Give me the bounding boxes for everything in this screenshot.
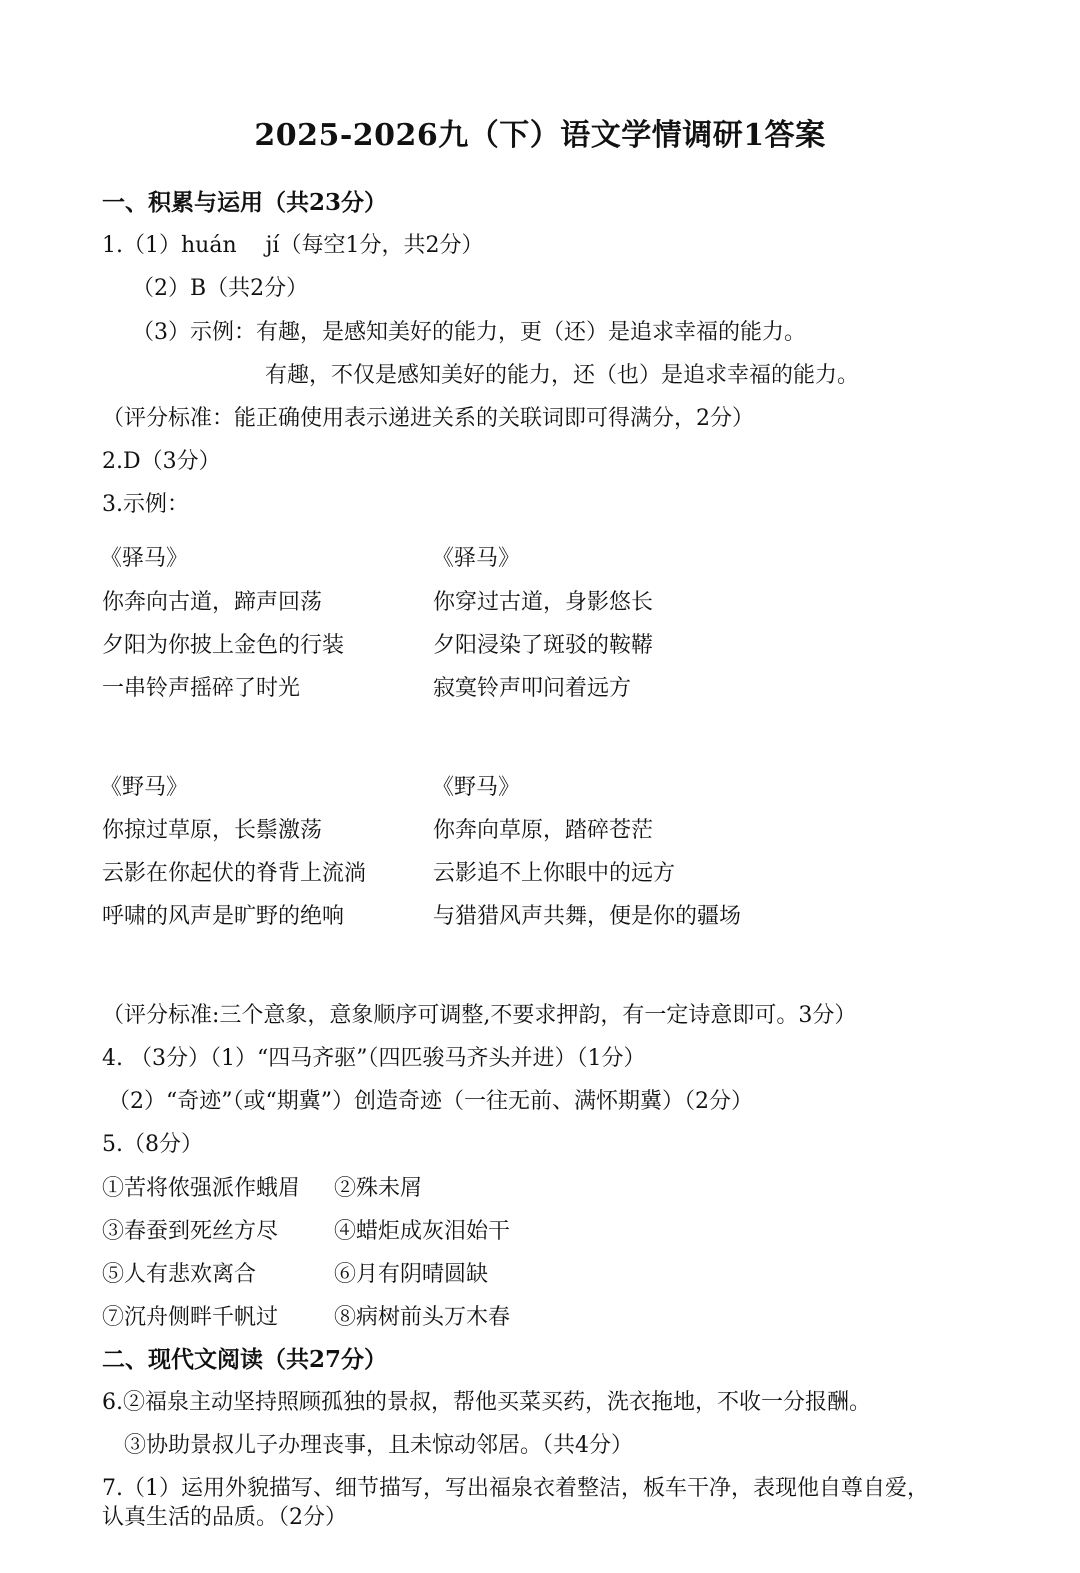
- answer-q5-item: ⑥月有阴晴圆缺: [334, 1262, 489, 1287]
- answer-q2: 2.D（3分）: [102, 449, 221, 474]
- answer-q5-label: 5.（8分）: [102, 1132, 203, 1157]
- answer-q5-item: ④蜡炬成灰泪始干: [334, 1219, 511, 1244]
- section-2-heading: 二、现代文阅读（共27分）: [102, 1346, 388, 1373]
- answer-q1-3-example-1: （3）示例：有趣，是感知美好的能力，更（还）是追求幸福的能力。: [132, 320, 806, 345]
- poem-line: 你奔向古道，蹄声回荡: [102, 590, 323, 615]
- poem-title: 《驿马》: [432, 546, 521, 571]
- answer-q1-scoring: （评分标准：能正确使用表示递进关系的关联词即可得满分，2分）: [102, 406, 754, 431]
- section-1-heading: 一、积累与运用（共23分）: [102, 189, 388, 216]
- poem-line: 云影在你起伏的脊背上流淌: [102, 861, 367, 886]
- poem-title: 《驿马》: [100, 546, 189, 571]
- poem-line: 寂寞铃声叩问着远方: [433, 676, 632, 701]
- answer-q5-item: ②殊未屑: [334, 1176, 423, 1201]
- answer-q7-line-2: 认真生活的品质。（2分）: [102, 1505, 347, 1530]
- poem-line: 云影追不上你眼中的远方: [433, 861, 676, 886]
- poem-line: 与猎猎风声共舞，便是你的疆场: [433, 904, 742, 929]
- answer-q7-line-1: 7.（1）运用外貌描写、细节描写，写出福泉衣着整洁，板车干净，表现他自尊自爱，: [102, 1476, 929, 1501]
- answer-q4-1: 4. （3分）（1）“四马齐驱”（四匹骏马齐头并进）（1分）: [102, 1046, 646, 1071]
- answer-q3-label: 3.示例：: [102, 492, 189, 517]
- poem-line: 你掠过草原，长鬃激荡: [102, 818, 323, 843]
- answer-q1-3-example-2: 有趣，不仅是感知美好的能力，还（也）是追求幸福的能力。: [265, 363, 860, 388]
- poem-line: 呼啸的风声是旷野的绝响: [102, 904, 345, 929]
- answer-q6-line-2: ③协助景叔儿子办理丧事，且未惊动邻居。（共4分）: [124, 1433, 633, 1458]
- poem-line: 你穿过古道，身影悠长: [433, 590, 654, 615]
- answer-q5-item: ①苦将侬强派作蛾眉: [102, 1176, 301, 1201]
- poem-line: 夕阳浸染了斑驳的鞍鞯: [433, 633, 654, 658]
- answer-q5-item: ⑧病树前头万木春: [334, 1305, 511, 1330]
- page-title: 2025-2026九（下）语文学情调研1答案: [254, 118, 826, 153]
- poem-line: 夕阳为你披上金色的行装: [102, 633, 345, 658]
- poem-title: 《野马》: [432, 775, 521, 800]
- answer-q5-item: ⑤人有悲欢离合: [102, 1262, 257, 1287]
- answer-q3-scoring: （评分标准:三个意象，意象顺序可调整,不要求押韵，有一定诗意即可。3分）: [102, 1003, 857, 1028]
- poem-line: 一串铃声摇碎了时光: [102, 676, 301, 701]
- answer-q4-2: （2）“奇迹”（或“期冀”）创造奇迹（一往无前、满怀期冀）（2分）: [108, 1089, 753, 1114]
- answer-q6-line-1: 6.②福泉主动坚持照顾孤独的景叔，帮他买菜买药，洗衣拖地，不收一分报酬。: [102, 1390, 871, 1415]
- answer-q5-item: ⑦沉舟侧畔千帆过: [102, 1305, 279, 1330]
- answer-q1-2: （2）B（共2分）: [132, 276, 309, 301]
- poem-title: 《野马》: [100, 775, 189, 800]
- answer-q1-1: 1.（1）huán jí（每空1分，共2分）: [102, 233, 484, 258]
- answer-q5-item: ③春蚕到死丝方尽: [102, 1219, 279, 1244]
- poem-line: 你奔向草原，踏碎苍茫: [433, 818, 654, 843]
